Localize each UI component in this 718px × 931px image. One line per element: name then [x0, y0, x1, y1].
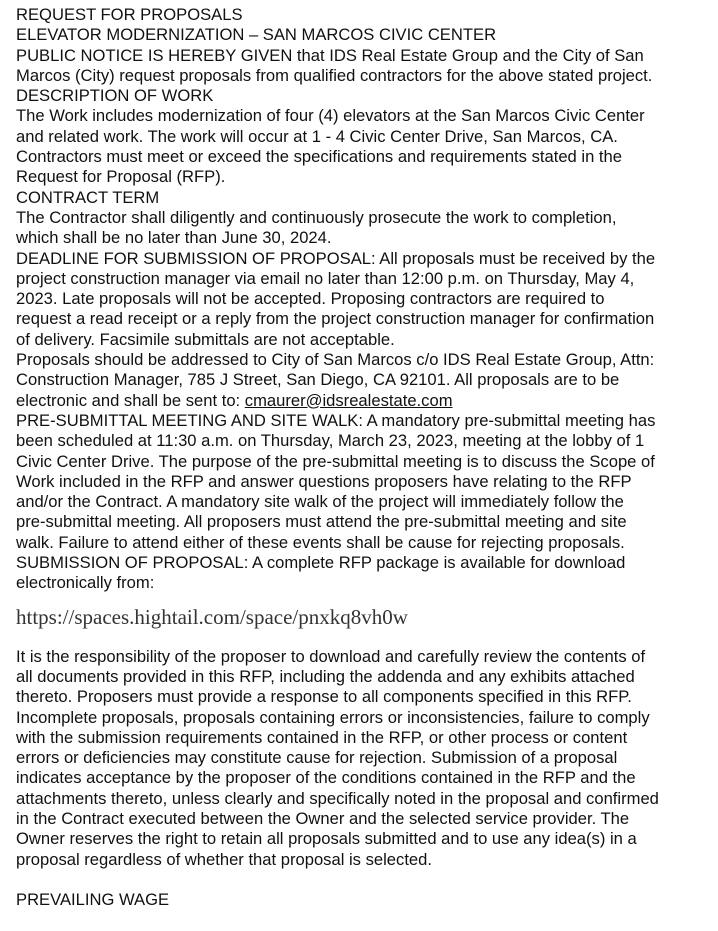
text-line-deadline: DEADLINE FOR SUBMISSION OF PROPOSAL: All proposals must be received by the	[16, 248, 656, 268]
text-line: pre-submittal meeting. All proposers must attend the pre-submittal meeting and site	[16, 512, 627, 532]
text-line: Marcos (City) request proposals from qualified contractors for the above stated project.	[16, 65, 653, 85]
text-line: Owner reserves the right to retain all proposals submitted and to use any idea(s) in a	[16, 829, 637, 849]
text-line: thereto. Proposers must provide a response to all components specified in this RFP.	[16, 687, 632, 707]
text-line: and/or the Contract. A mandatory site walk of the project will immediately follow the	[16, 492, 624, 512]
text-line: in the Contract executed between the Owner and the selected service provider. The	[16, 808, 630, 828]
text-line: PUBLIC NOTICE IS HEREBY GIVEN that IDS Real Estate Group and the City of San	[16, 45, 644, 65]
text-line: Proposals should be addressed to City of San Marcos c/o IDS Real Estate Group, Attn:	[16, 350, 655, 370]
text-line: 2023. Late proposals will not be accepted. Proposing contractors are required to	[16, 289, 605, 309]
notice-block-intro	[16, 5, 716, 411]
paragraph-gap	[16, 870, 716, 890]
notice-block-responsibility	[16, 647, 716, 870]
email-link[interactable]: cmaurer@idsrealestate.com	[244, 390, 453, 410]
text-line: and related work. The work will occur at 1 - 4 Civic Center Drive, San Marcos, CA.	[16, 126, 618, 146]
text-line: Work included in the RFP and answer questions proposers have relating to the RFP	[16, 471, 632, 491]
text-line-pre-submittal: PRE-SUBMITTAL MEETING AND SITE WALK: A mandatory pre-submittal meeting has	[16, 410, 656, 430]
text-line-submission: SUBMISSION OF PROPOSAL: A complete RFP package is available for download	[16, 553, 626, 573]
text-line: walk. Failure to attend either of these events shall be cause for rejecting proposals.	[16, 532, 625, 552]
email-prefix: electronic and shall be sent to:	[16, 390, 245, 410]
heading-contract-term: CONTRACT TERM	[16, 187, 160, 207]
text-line: electronically from:	[16, 573, 155, 593]
text-line: It is the responsibility of the proposer to download and carefully review the contents of	[16, 646, 646, 666]
heading-description-of-work: DESCRIPTION OF WORK	[16, 86, 214, 106]
text-line: attachments thereto, unless clearly and specifically noted in the proposal and confirmed	[16, 788, 659, 808]
text-line: Civic Center Drive. The purpose of the pre-submittal meeting is to discuss the Scope of	[16, 451, 655, 471]
text-line: errors or deficiencies may constitute cause for rejection. Submission of a proposal	[16, 748, 618, 768]
text-line: proposal regardless of whether that proposal is selected.	[16, 849, 433, 869]
text-line: been scheduled at 11:30 a.m. on Thursday, March 23, 2023, meeting at the lobby of 1	[16, 431, 645, 451]
download-url-block	[16, 605, 716, 629]
text-line: project construction manager via email no later than 12:00 p.m. on Thursday, May 4,	[16, 268, 635, 288]
text-line: The Contractor shall diligently and continuously prosecute the work to completion,	[16, 207, 617, 227]
text-line: indicates acceptance by the proposer of the conditions contained in the RFP and the	[16, 768, 636, 788]
heading-prevailing-wage: PREVAILING WAGE	[16, 889, 170, 909]
text-line: Contractors must meet or exceed the specifications and requirements stated in the	[16, 147, 622, 167]
text-line: all documents provided in this RFP, including the addenda and any exhibits attached	[16, 666, 635, 686]
text-line: Request for Proposal (RFP).	[16, 167, 226, 187]
heading-project-title: ELEVATOR MODERNIZATION – SAN MARCOS CIVIC CENTER	[16, 25, 497, 45]
text-line: which shall be no later than June 30, 2024.	[16, 228, 332, 248]
text-line: request a read receipt or a reply from the project construction manager for confirmation	[16, 309, 655, 329]
heading-request-for-proposals: REQUEST FOR PROPOSALS	[16, 5, 243, 24]
text-line: The Work includes modernization of four (4) elevators at the San Marcos Civic Center	[16, 106, 645, 126]
download-url-link[interactable]: https://spaces.hightail.com/space/pnxkq8vh0w	[16, 604, 408, 629]
rfp-notice	[16, 5, 716, 910]
text-line: with the submission requirements contained in the RFP, or other process or content	[16, 727, 628, 747]
notice-block-meeting	[16, 411, 716, 594]
text-line: Construction Manager, 785 J Street, San Diego, CA 92101. All proposals are to be	[16, 370, 620, 390]
text-line: of delivery. Facsimile submittals are not acceptable.	[16, 329, 395, 349]
email-line	[16, 391, 716, 411]
text-line: Incomplete proposals, proposals containing errors or inconsistencies, failure to comply	[16, 707, 650, 727]
